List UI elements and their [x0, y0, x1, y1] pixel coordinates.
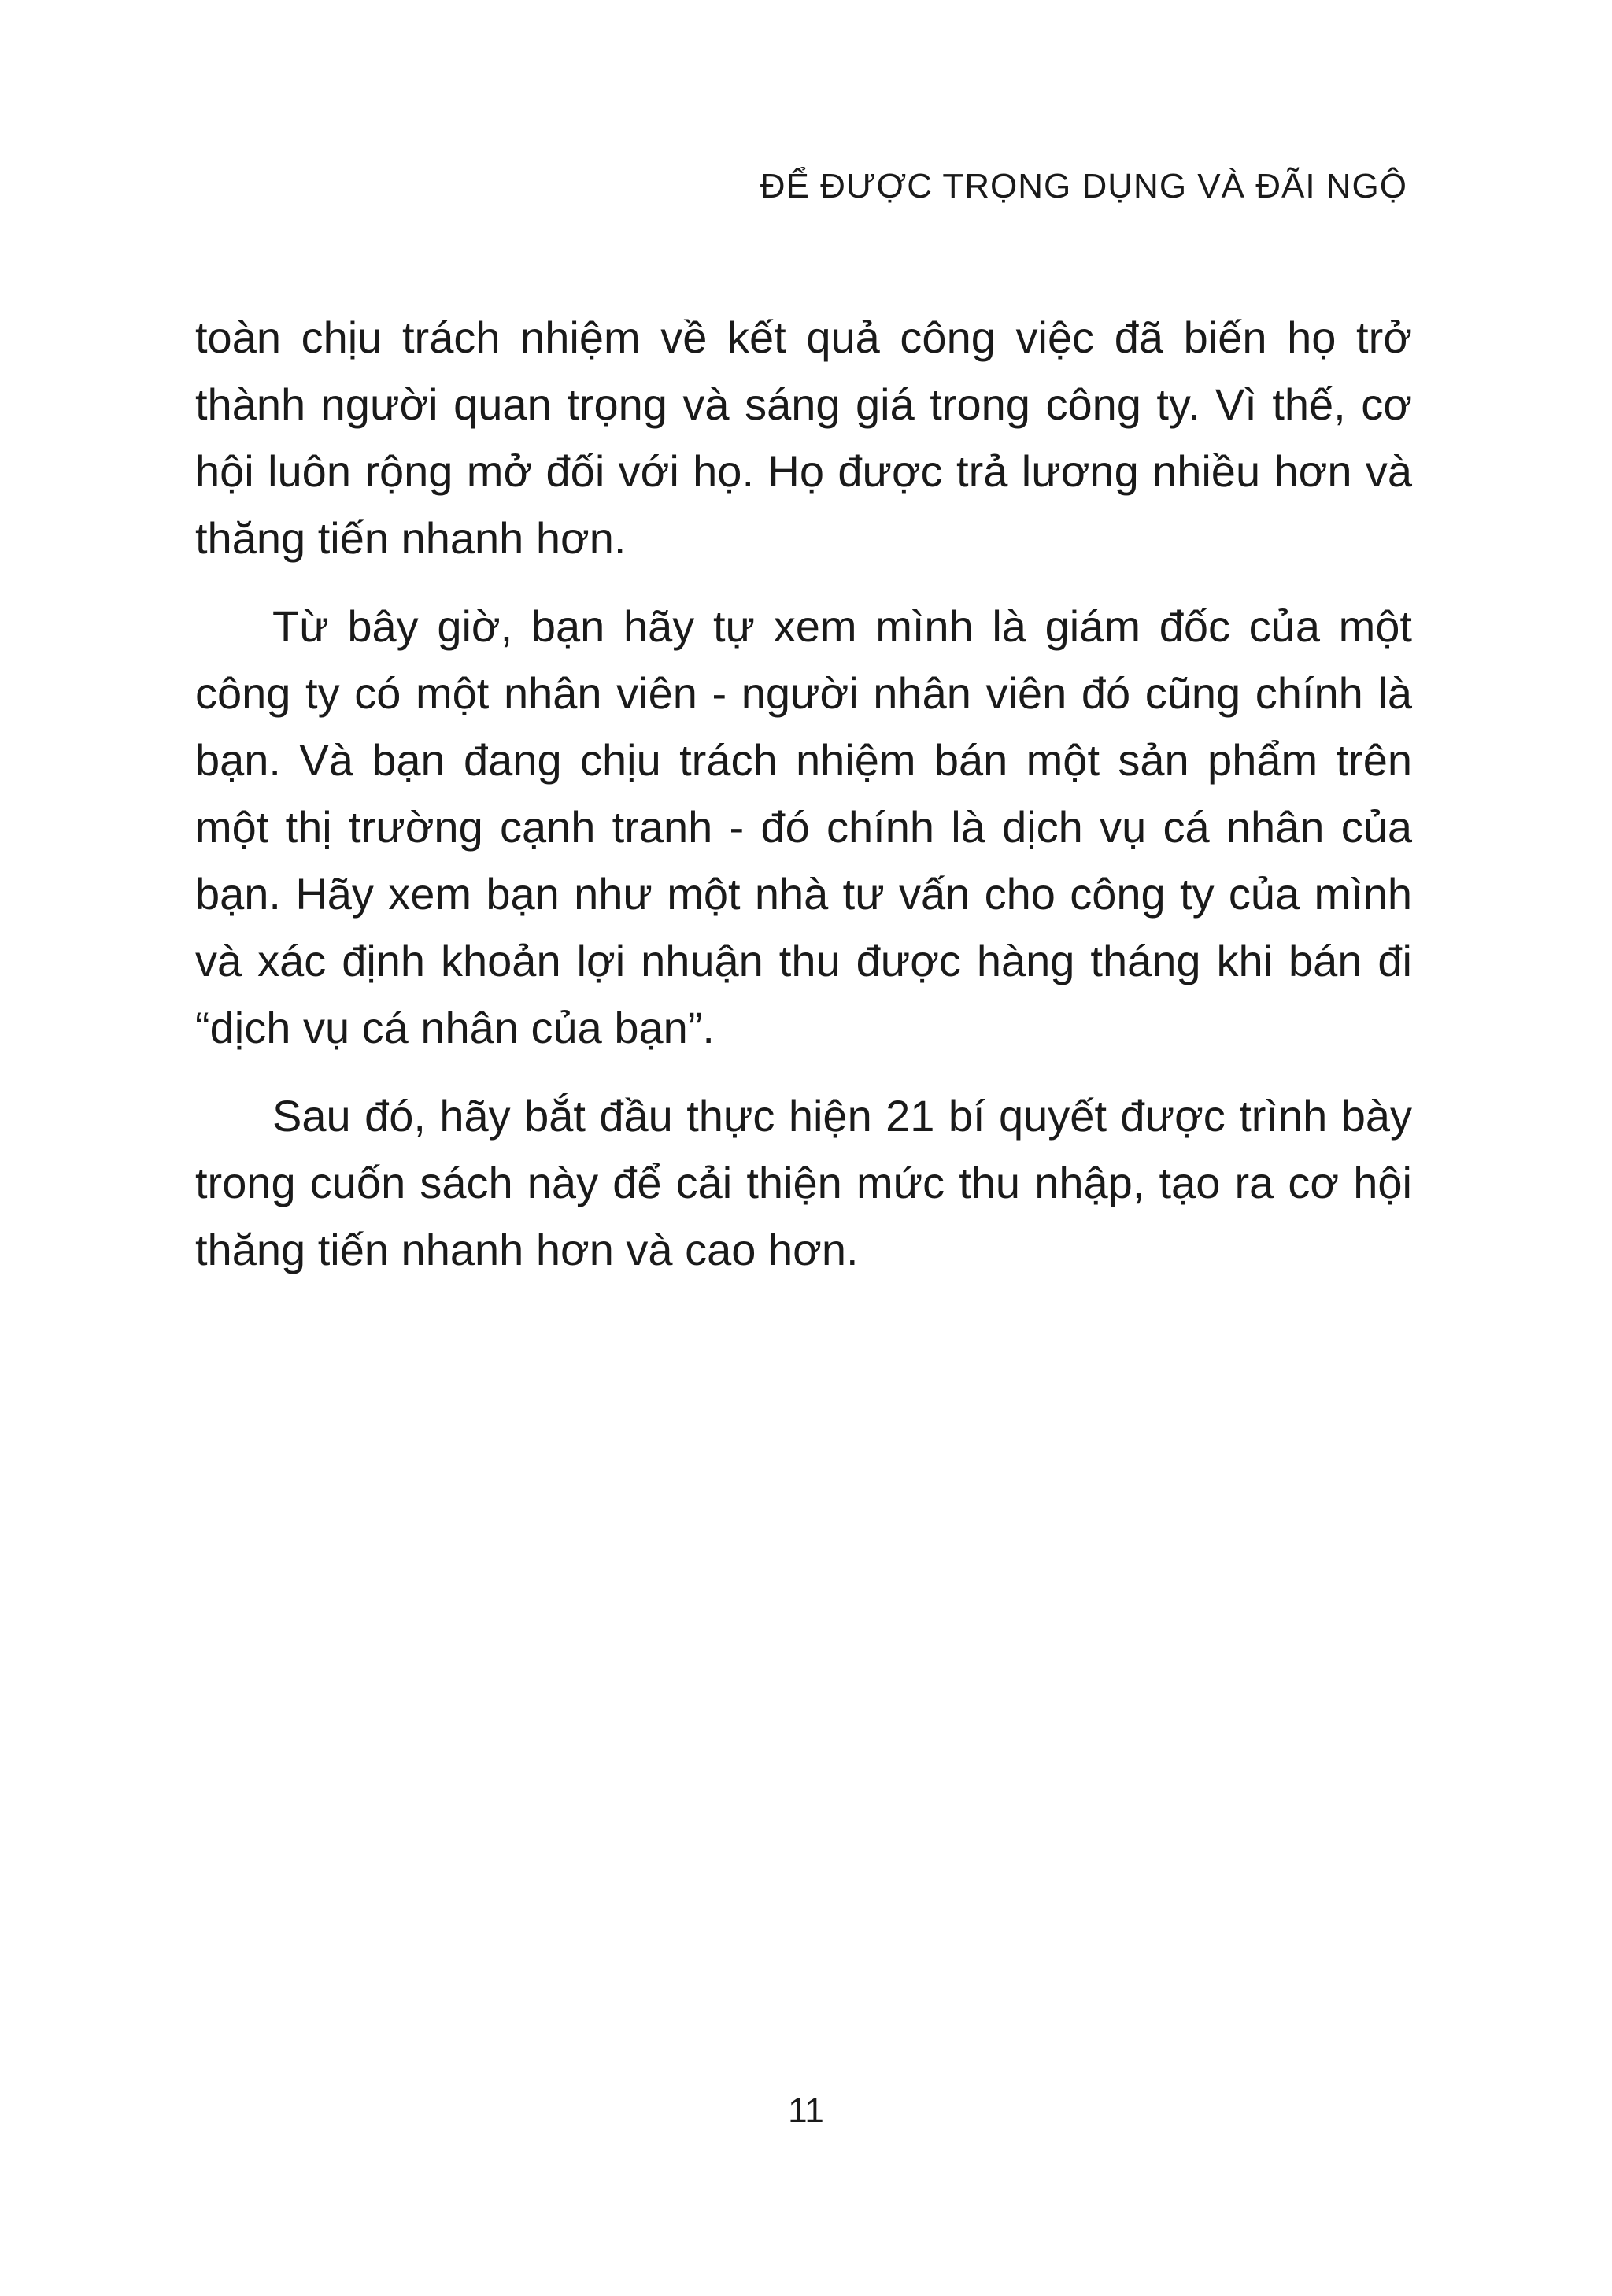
body-text	[195, 304, 1412, 1304]
page-number: 11	[788, 2091, 824, 2130]
paragraph-next-steps: Sau đó, hãy bắt đầu thực hiện 21 bí quyết được trình bày trong cuốn sách này để cải thiện mức thu nhập, tạo ra cơ hội thăng tiến nhanh hơn và cao hơn.	[195, 1091, 1412, 1274]
running-header: ĐỂ ĐƯỢC TRỌNG DỤNG VÀ ĐÃI NGỘ	[760, 167, 1407, 205]
paragraph-continued: toàn chịu trách nhiệm về kết quả công việc đã biến họ trở thành người quan trọng và sáng giá trong công ty. Vì thế, cơ hội luôn rộng mở đối với họ. Họ được trả lương nhiều hơn và thăng tiến nhanh hơn.	[195, 312, 1412, 563]
paragraph-director: Từ bây giờ, bạn hãy tự xem mình là giám đốc của một công ty có một nhân viên - người nhân viên đó cũng chính là bạn. Và bạn đang chịu trách nhiệm bán một sản phẩm trên một thị trường cạnh tranh - đó chính là dịch vụ cá nhân của bạn. Hãy xem bạn như một nhà tư vấn cho công ty của mình và xác định khoản lợi nhuận thu được hàng tháng khi bán đi “dịch vụ cá nhân của bạn”.	[195, 601, 1412, 1052]
